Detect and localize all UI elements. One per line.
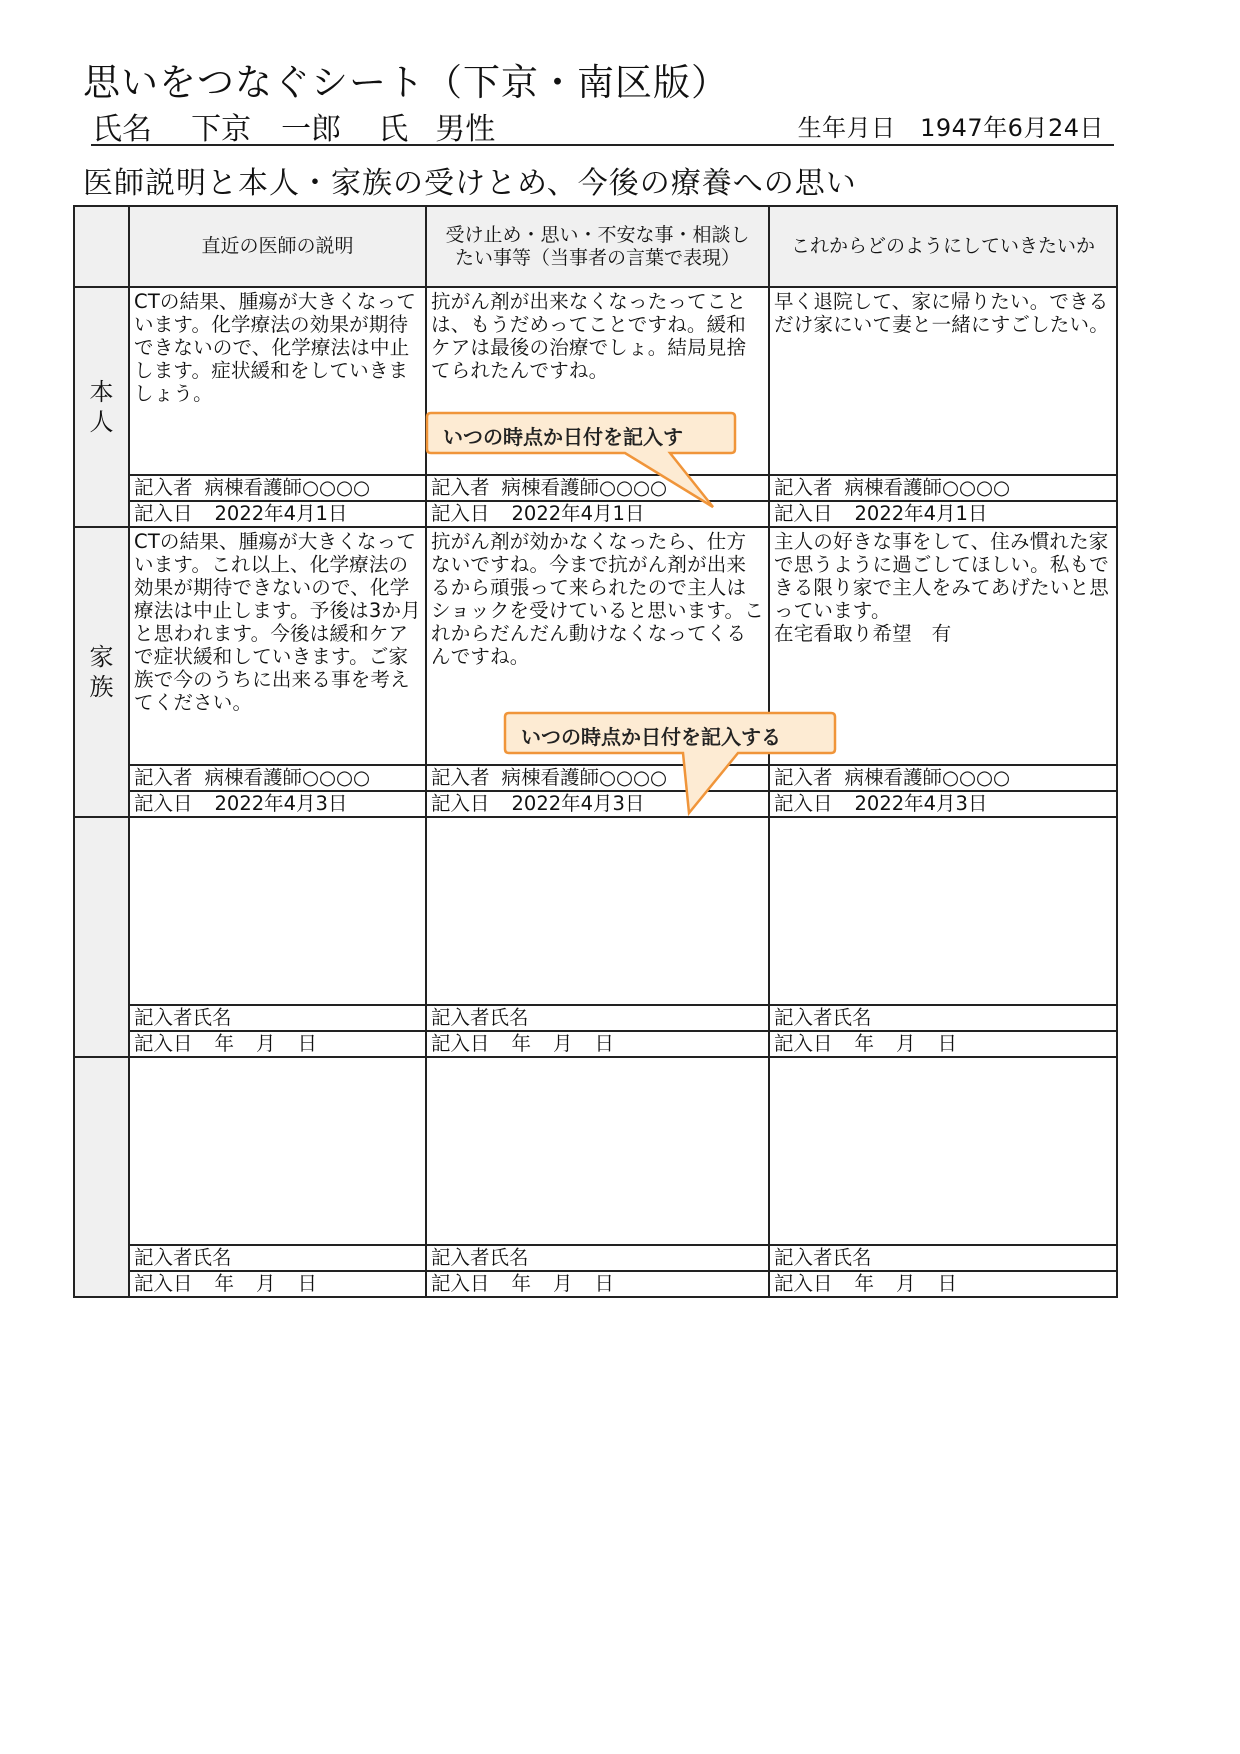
dob-label: 生年月日 xyxy=(797,114,896,142)
page-title: 思いをつなぐシート（下京・南区版） xyxy=(83,61,729,104)
row-label-patient: 本人 xyxy=(74,287,129,527)
honorific: 氏 xyxy=(378,112,409,147)
patient-feelings-cell[interactable]: 抗がん剤が出来なくなったってことは、もうだめってことですね。緩和ケアは最後の治療でしょ。結局見捨てられたんですね。 xyxy=(426,287,769,475)
blank-date-row xyxy=(74,1031,1117,1057)
blank-date-row xyxy=(74,1271,1117,1297)
blank-recorder-cell[interactable]: 記入者氏名 xyxy=(129,1245,426,1271)
gender: 男性 xyxy=(435,112,496,147)
blank-recorder-cell[interactable]: 記入者氏名 xyxy=(769,1005,1117,1031)
family-date-cell[interactable]: 記入日 2022年4月3日 xyxy=(769,791,1117,817)
patient-recorder-cell[interactable]: 記入者 病棟看護師○○○○ xyxy=(769,475,1117,501)
patient-date-cell[interactable]: 記入日 2022年4月1日 xyxy=(426,501,769,527)
name-label: 氏名 xyxy=(92,112,152,147)
family-recorder-cell[interactable]: 記入者 病棟看護師○○○○ xyxy=(426,765,769,791)
family-date-cell[interactable]: 記入日 2022年4月3日 xyxy=(129,791,426,817)
section-title: 医師説明と本人・家族の受けとめ、今後の療養への思い xyxy=(83,166,857,201)
patient-date-cell[interactable]: 記入日 2022年4月1日 xyxy=(769,501,1117,527)
blank-date-cell[interactable]: 記入日 年 月 日 xyxy=(426,1031,769,1057)
blank-future-cell[interactable] xyxy=(769,1057,1117,1245)
col-header-doctor: 直近の医師の説明 xyxy=(129,206,426,287)
blank-date-cell[interactable]: 記入日 年 月 日 xyxy=(426,1271,769,1297)
family-date-cell[interactable]: 記入日 2022年4月3日 xyxy=(426,791,769,817)
blank-content-row xyxy=(74,1057,1117,1245)
date-callout xyxy=(425,413,735,513)
blank-feelings-cell[interactable] xyxy=(426,1057,769,1245)
blank-recorder-cell[interactable]: 記入者氏名 xyxy=(426,1245,769,1271)
blank-recorder-row xyxy=(74,1245,1117,1271)
callout-text: いつの時点か日付を記入する xyxy=(521,725,781,749)
col-header-future: これからどのようにしていきたいか xyxy=(769,206,1117,287)
blank-recorder-row xyxy=(74,1005,1117,1031)
family-feelings-cell[interactable]: 抗がん剤が効かなくなったら、仕方ないですね。今まで抗がん剤が出来るから頑張って来られたので主人はショックを受けていると思います。これからだんだん動けなくなってくるんですね。 xyxy=(426,527,769,765)
patient-name: 下京 一郎 xyxy=(191,112,342,147)
patient-info xyxy=(92,104,1114,147)
header-corner xyxy=(74,206,129,287)
blank-recorder-cell[interactable]: 記入者氏名 xyxy=(426,1005,769,1031)
blank-recorder-cell[interactable]: 記入者氏名 xyxy=(769,1245,1117,1271)
callout-text: いつの時点か日付を記入す xyxy=(443,425,683,449)
col-header-feelings: 受け止め・思い・不安な事・相談したい事等（当事者の言葉で表現） xyxy=(426,206,769,287)
patient-doctor-cell[interactable]: CTの結果、腫瘍が大きくなっています。化学療法の効果が期待できないので、化学療法は中止します。症状緩和をしていきましょう。 xyxy=(129,287,426,475)
patient-recorder-cell[interactable]: 記入者 病棟看護師○○○○ xyxy=(129,475,426,501)
row-label-family: 家族 xyxy=(74,527,129,817)
blank-date-cell[interactable]: 記入日 年 月 日 xyxy=(129,1031,426,1057)
blank-future-cell[interactable] xyxy=(769,817,1117,1005)
blank-date-cell[interactable]: 記入日 年 月 日 xyxy=(769,1031,1117,1057)
date-of-birth xyxy=(798,108,1104,143)
patient-future-cell[interactable]: 早く退院して、家に帰りたい。できるだけ家にいて妻と一緒にすごしたい。 xyxy=(769,287,1117,475)
row-label-blank xyxy=(74,1057,129,1297)
row-label-blank xyxy=(74,817,129,1057)
family-recorder-cell[interactable]: 記入者 病棟看護師○○○○ xyxy=(769,765,1117,791)
blank-recorder-cell[interactable]: 記入者氏名 xyxy=(129,1005,426,1031)
family-future-cell[interactable]: 主人の好きな事をして、住み慣れた家で思うように過ごしてほしい。私もできる限り家で主人をみてあげたいと思っています。 在宅看取り希望 有 xyxy=(769,527,1117,765)
date-callout xyxy=(503,713,836,813)
blank-feelings-cell[interactable] xyxy=(426,817,769,1005)
family-doctor-cell[interactable]: CTの結果、腫瘍が大きくなっています。これ以上、化学療法の効果が期待できないので、化学療法は中止します。予後は3か月と思われます。今後は緩和ケアで症状緩和していきます。ご家族で今のうちに出来る事を考えてください。 xyxy=(129,527,426,765)
family-recorder-cell[interactable]: 記入者 病棟看護師○○○○ xyxy=(129,765,426,791)
blank-doctor-cell[interactable] xyxy=(129,1057,426,1245)
patient-recorder-cell[interactable]: 記入者 病棟看護師○○○○ xyxy=(426,475,769,501)
name-underline xyxy=(91,144,1114,146)
dob-value: 1947年6月24日 xyxy=(920,114,1104,142)
blank-date-cell[interactable]: 記入日 年 月 日 xyxy=(129,1271,426,1297)
blank-date-cell[interactable]: 記入日 年 月 日 xyxy=(769,1271,1117,1297)
blank-content-row xyxy=(74,817,1117,1005)
blank-doctor-cell[interactable] xyxy=(129,817,426,1005)
header-row xyxy=(74,206,1117,287)
patient-date-cell[interactable]: 記入日 2022年4月1日 xyxy=(129,501,426,527)
